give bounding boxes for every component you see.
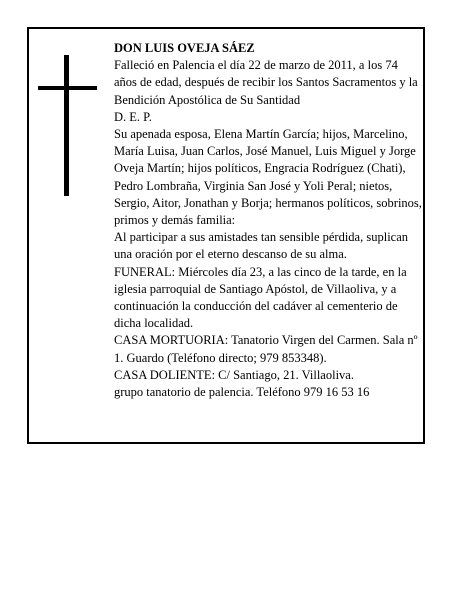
- rip-line: D. E. P.: [114, 109, 152, 124]
- deceased-name: DON LUIS OVEJA SÁEZ: [114, 41, 255, 55]
- family-list: Su apenada esposa, Elena Martín García; hijos, Marcelino, María Luisa, Juan Carlos, José Manuel, Luis Miguel y Jorge Oveja Martín; hijos políticos, Engracia Rodríguez (Chati), Pedro Lombraña, Virginia San José y Yoli Peral; nietos, Sergio, Aitor, Jonathan y Borja; hermanos políticos, sobrinos, primos y demás familia:: [114, 127, 422, 228]
- prayer-request: Al participar a sus amistades tan sensible pérdida, suplican una oración por el eterno descanso de su alma.: [114, 230, 409, 262]
- obituary-body: [114, 40, 422, 401]
- death-info: Falleció en Palencia el día 22 de marzo de 2011, a los 74 años de edad, después de recibir los Santos Sacramentos y la Bendición Apostólica de Su Santidad: [114, 58, 418, 107]
- mourning-house-info: CASA DOLIENTE: C/ Santiago, 21. Villaoliva.: [114, 367, 354, 382]
- funeral-home-footer: grupo tanatorio de palencia. Teléfono 979 16 53 16: [114, 385, 370, 400]
- cross-icon: [64, 55, 69, 196]
- mortuary-info: CASA MORTUORIA: Tanatorio Virgen del Carmen. Sala nº 1. Guardo (Teléfono directo; 979 853348).: [114, 333, 418, 365]
- funeral-info: FUNERAL: Miércoles día 23, a las cinco de la tarde, en la iglesia parroquial de Santiago Apóstol, de Villaoliva, y a continuación la conducción del cadáver al cementerio de dicha localidad.: [114, 264, 407, 331]
- cross-icon-bar: [38, 86, 97, 90]
